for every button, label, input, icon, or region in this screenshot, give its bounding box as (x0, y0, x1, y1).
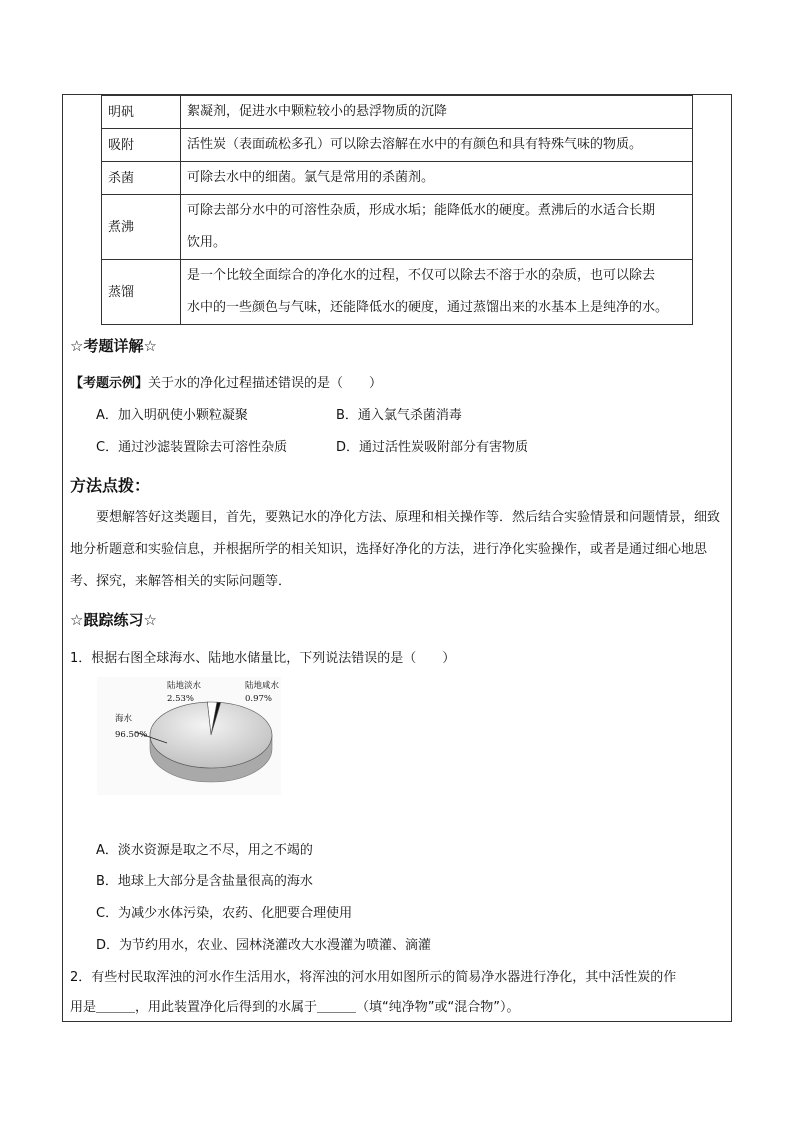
question-2-line-2: 用是＿＿＿，用此装置净化后得到的水属于＿＿＿（填“纯净物”或“混合物”）。 (70, 1000, 520, 1015)
example-question-text: 关于水的净化过程描述错误的是（ ） (148, 376, 383, 391)
method-desc: 可除去水中的细菌。氯气是常用的杀菌剂。 (181, 162, 693, 195)
table-row (102, 162, 693, 195)
table-row (102, 96, 693, 129)
method-desc: 活性炭（表面疏松多孔）可以除去溶解在水中的有颜色和具有特殊气味的物质。 (181, 129, 693, 162)
water-reserves-pie-chart (97, 677, 281, 795)
pie-label: 陆地咸水 (245, 681, 280, 691)
q1-option-c: C．为减少水体污染，农药、化肥要合理使用 (96, 906, 353, 921)
q1-option-b: B．地球上大部分是含盐量很高的海水 (96, 874, 313, 889)
question-2-line-1: 2．有些村民取浑浊的河水作生活用水，将浑浊的河水用如图所示的简易净水器进行净化，其中活性炭的作 (70, 970, 677, 985)
method-desc: 可除去部分水中的可溶性杂质，形成水垢；能降低水的硬度。煮沸后的水适合长期 饮用。 (181, 195, 693, 260)
q1-option-d: D．为节约用水，农业、园林浇灌改大水漫灌为喷灌、滴灌 (96, 938, 432, 953)
method-name: 煮沸 (102, 195, 181, 260)
purification-methods-table (101, 95, 693, 325)
method-title: 方法点拨： (70, 476, 151, 495)
example-option-a: A．加入明矾使小颗粒凝聚 (96, 408, 248, 423)
example-option-d: D．通过活性炭吸附部分有害物质 (336, 440, 529, 455)
method-name: 杀菌 (102, 162, 181, 195)
table-row (102, 260, 693, 325)
exam-section-title: ☆考题详解☆ (70, 337, 157, 355)
q1-option-a: A．淡水资源是取之不尽，用之不竭的 (96, 843, 313, 858)
example-question (70, 372, 382, 391)
table-row (102, 195, 693, 260)
practice-title: ☆跟踪练习☆ (70, 611, 157, 629)
pie-label: 海水 (115, 714, 133, 724)
method-paragraph: 要想解答好这类题目，首先，要熟记水的净化方法、原理和相关操作等．然后结合实验情景和问题情景，细致地分析题意和实验信息，并根据所学的相关知识，选择好净化的方法，进行净化实验操作，或者是通过细心地思考、探究，来解答相关的实际问题等． (70, 510, 721, 589)
question-1: 1．根据右图全球海水、陆地水储量比，下列说法错误的是（ ） (70, 651, 456, 666)
example-option-b: B．通入氯气杀菌消毒 (336, 408, 462, 423)
example-option-c: C．通过沙滤装置除去可溶性杂质 (96, 440, 288, 455)
pie-label: 0.97% (245, 694, 273, 704)
pie-label: 96.50% (115, 730, 148, 740)
method-name: 吸附 (102, 129, 181, 162)
example-tag: 【考题示例】 (70, 376, 149, 391)
pie-label: 陆地淡水 (167, 681, 202, 691)
table-row (102, 129, 693, 162)
pie-label: 2.53% (167, 694, 195, 704)
method-name: 蒸馏 (102, 260, 181, 325)
method-desc: 是一个比较全面综合的净化水的过程，不仅可以除去不溶于水的杂质，也可以除去 水中的一些颜色与气味，还能降低水的硬度，通过蒸馏出来的水基本上是纯净的水。 (181, 260, 693, 325)
method-name: 明矾 (102, 96, 181, 129)
method-desc: 絮凝剂，促进水中颗粒较小的悬浮物质的沉降 (181, 96, 693, 129)
